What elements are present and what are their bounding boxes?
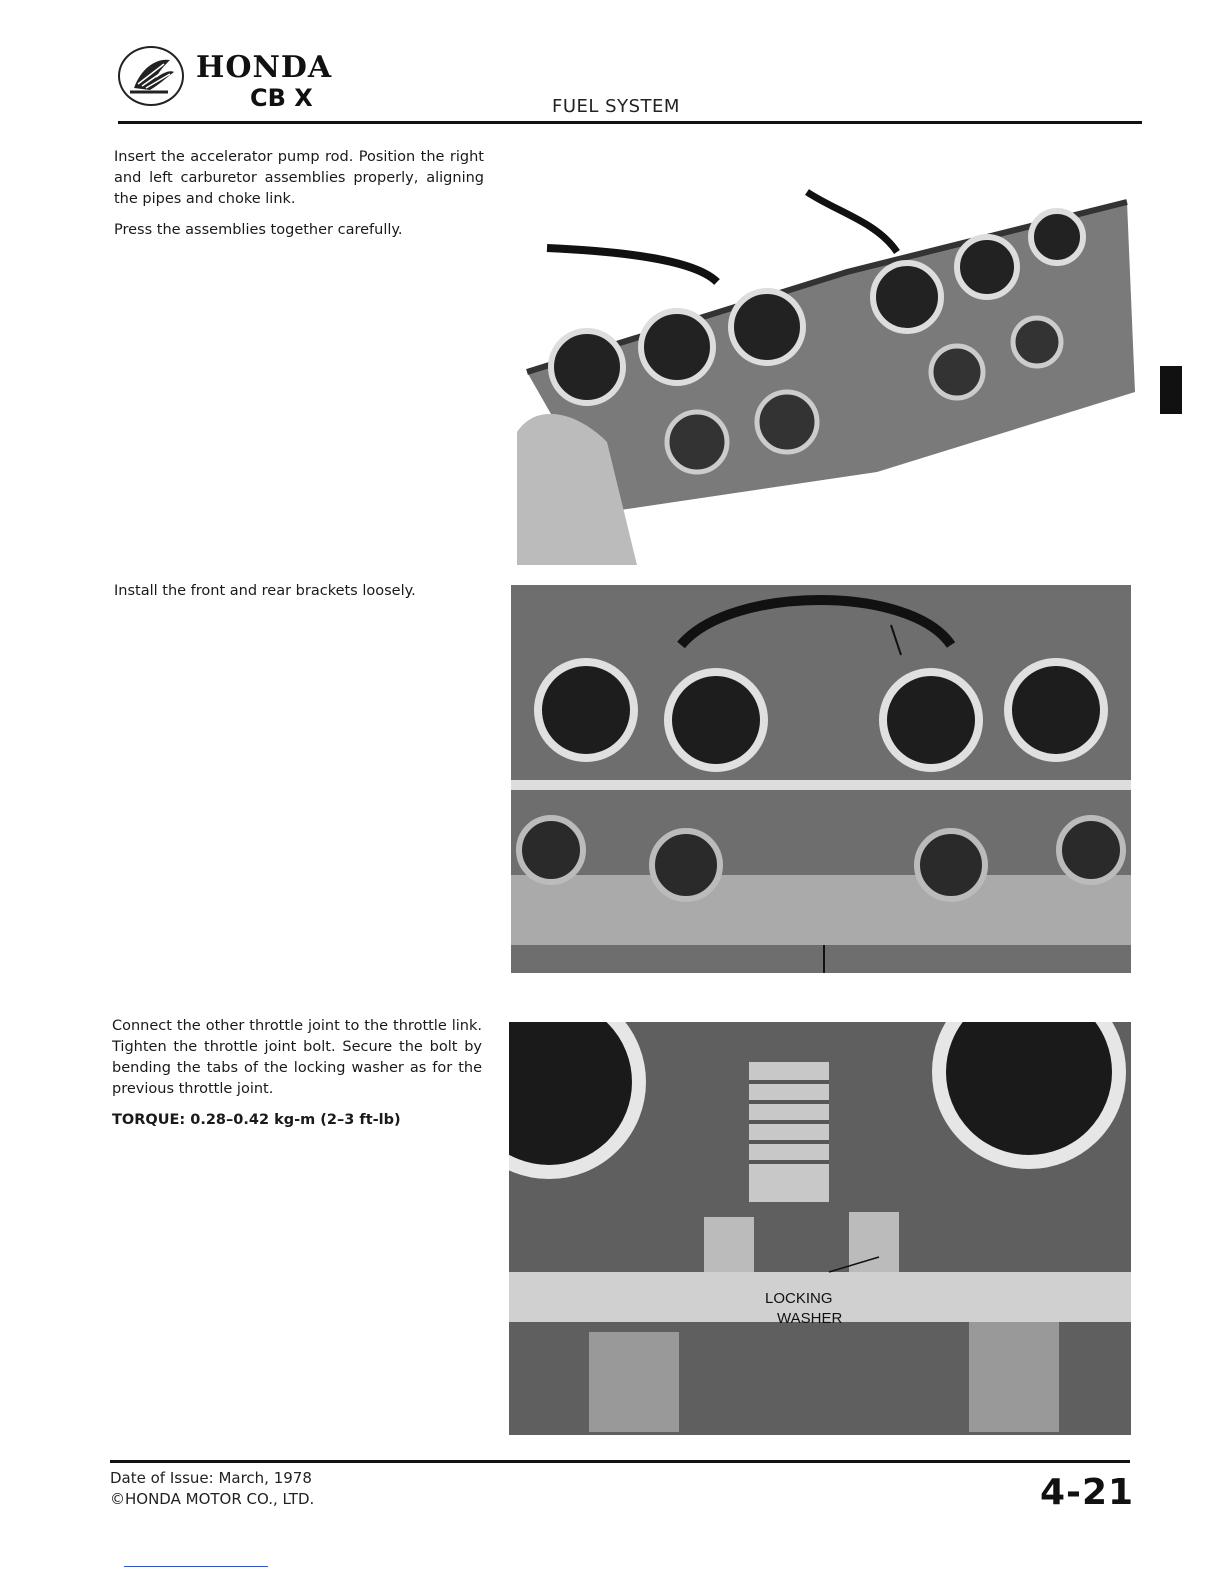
copyright: ©HONDA MOTOR CO., LTD. bbox=[110, 1490, 315, 1508]
step-3-paragraph-1: Connect the other throttle joint to the throttle link. Tighten the throttle joint bolt. Secure the bolt by bending the tabs of the locking washer as for the previous throttle joint. bbox=[112, 1018, 482, 1097]
photo-throttle-joint bbox=[509, 1022, 1131, 1435]
step-3-text bbox=[112, 1016, 482, 1131]
brand-name: HONDA bbox=[196, 50, 333, 85]
section-title: FUEL SYSTEM bbox=[552, 96, 680, 117]
photo-carburetor-assembly bbox=[517, 172, 1135, 565]
bottom-link-underline bbox=[124, 1566, 268, 1567]
section-index-tab bbox=[1160, 366, 1182, 414]
step-1-paragraph-2: Press the assemblies together carefully. bbox=[114, 222, 403, 238]
locking-washer-label-line-1: LOCKING bbox=[765, 1290, 833, 1307]
date-of-issue: Date of Issue: March, 1978 bbox=[110, 1469, 312, 1487]
locking-washer-label-line-2: WASHER bbox=[777, 1310, 843, 1327]
footer-rule bbox=[110, 1460, 1130, 1463]
honda-wing-icon bbox=[118, 46, 184, 106]
step-1-paragraph-1: Insert the accelerator pump rod. Position the right and left carburetor assemblies properly, aligning the pipes and choke link. bbox=[114, 149, 484, 207]
page-number: 4-21 bbox=[1040, 1472, 1135, 1513]
footer-info bbox=[110, 1468, 314, 1510]
photo-brackets bbox=[511, 585, 1131, 973]
step-1-text bbox=[114, 147, 484, 251]
step-2-text bbox=[114, 581, 484, 612]
torque-spec: TORQUE: 0.28–0.42 kg-m (2–3 ft-lb) bbox=[112, 1112, 401, 1128]
step-2-paragraph-1: Install the front and rear brackets loosely. bbox=[114, 583, 416, 599]
model-name: CB X bbox=[250, 84, 313, 112]
header-rule bbox=[118, 121, 1142, 124]
